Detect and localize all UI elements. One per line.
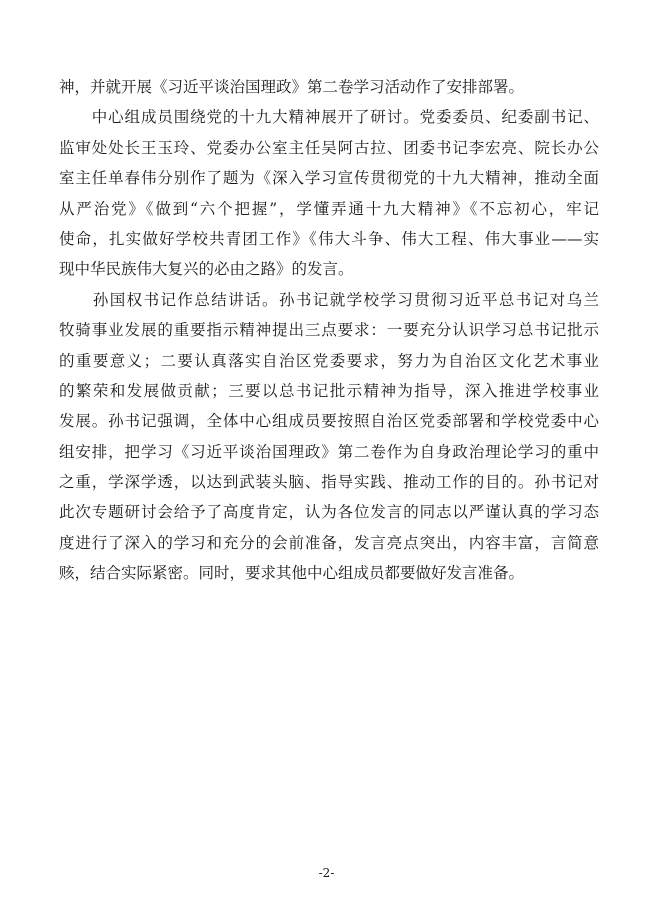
paragraph-2-line-2: 监审处处长王玉玲、党委办公室主任吴阿古拉、团委书记李宏亮、院长办公 bbox=[59, 138, 599, 157]
paragraph-3-line-1: 孙国权书记作总结讲话。孙书记就学校学习贯彻习近平总书记对乌兰 bbox=[59, 290, 599, 309]
paragraph-3-line-5: 发展。孙书记强调，全体中心组成员要按照自治区党委部署和学校党委中心 bbox=[59, 412, 599, 431]
paragraph-3-line-2: 牧骑事业发展的重要指示精神提出三点要求：一要充分认识学习总书记批示 bbox=[59, 321, 599, 340]
paragraph-2-line-3: 室主任单春伟分别作了题为《深入学习宣传贯彻党的十九大精神，推动全面 bbox=[59, 169, 599, 188]
paragraph-3-line-4: 的繁荣和发展做贡献；三要以总书记批示精神为指导，深入推进学校事业 bbox=[59, 381, 599, 400]
paragraph-2-line-5: 使命，扎实做好学校共青团工作》《伟大斗争、伟大工程、伟大事业——实 bbox=[59, 229, 599, 248]
paragraph-2-line-1: 中心组成员围绕党的十九大精神展开了研讨。党委委员、纪委副书记、 bbox=[59, 108, 599, 127]
paragraph-2-line-4: 从严治党》《做到“六个把握”，学懂弄通十九大精神》《不忘初心，牢记 bbox=[59, 199, 599, 218]
paragraph-1-line-1: 神，并就开展《习近平谈治国理政》第二卷学习活动作了安排部署。 bbox=[59, 78, 525, 96]
paragraph-3-line-7: 之重，学深学透，以达到武装头脑、指导实践、推动工作的目的。孙书记对 bbox=[59, 473, 599, 492]
body-text bbox=[59, 72, 599, 589]
paragraph-3-line-10: 赅，结合实际紧密。同时，要求其他中心组成员都要做好发言准备。 bbox=[59, 564, 525, 583]
paragraph-3-line-6: 组安排，把学习《习近平谈治国理政》第二卷作为自身政治理论学习的重中 bbox=[59, 442, 599, 461]
paragraph-3-line-8: 此次专题研讨会给予了高度肯定，认为各位发言的同志以严谨认真的学习态 bbox=[59, 503, 599, 522]
paragraph-2-line-6: 现中华民族伟大复兴的必由之路》的发言。 bbox=[59, 260, 354, 279]
page-number: -2- bbox=[318, 866, 335, 880]
paragraph-3-line-3: 的重要意义；二要认真落实自治区党委要求，努力为自治区文化艺术事业 bbox=[59, 351, 599, 370]
paragraph-3-line-9: 度进行了深入的学习和充分的会前准备，发言亮点突出，内容丰富，言简意 bbox=[59, 533, 599, 552]
